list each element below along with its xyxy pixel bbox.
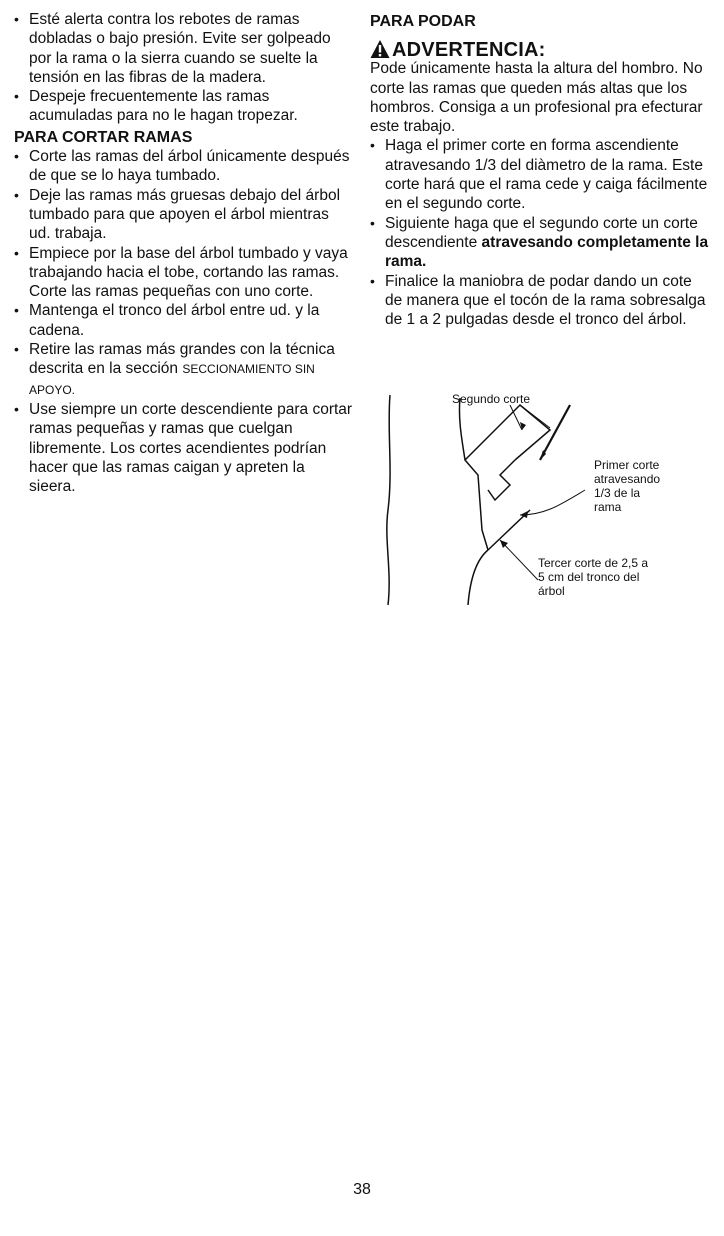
bullet-text: Corte las ramas del árbol únicamente después de que se lo haya tumbado. bbox=[29, 148, 350, 185]
bullet-text: Finalice la maniobra de podar dando un cote de manera que el tocón de la rama sobresalga de 1 a 2 pulgadas desde el tronco del árbol. bbox=[385, 272, 706, 329]
list-item: • Siguiente haga que el segundo corte un corte descendiente atravesando completamente la rama. bbox=[370, 214, 709, 271]
list-item: • Use siempre un corte descendiente para cortar ramas pequeñas y ramas que cuelgan libremente. Los cortes acendientes podrían hacer que las ramas caigan y apreten la sieera. bbox=[14, 400, 353, 496]
bullet-text: del diàmetro de la rama. Este corte hará que el rama cede y caiga fácilmente en el segundo corte. bbox=[385, 156, 708, 213]
bullet-text: Esté alerta contra los rebotes de ramas dobladas o bajo presión. Evite ser golpeado por la rama o la sierra cuando se suelte la tensión en las fibras de la madera. bbox=[29, 11, 331, 86]
warning-triangle-icon bbox=[370, 39, 390, 59]
list-item: • Corte las ramas del árbol únicamente después de que se lo haya tumbado. bbox=[14, 147, 354, 186]
label-first-cut bbox=[594, 458, 660, 514]
section-heading-cortar-ramas: PARA CORTAR RAMAS bbox=[14, 128, 193, 146]
bullet-text: Mantenga el tronco del árbol entre ud. y la cadena. bbox=[29, 302, 320, 339]
warning-body: Pode únicamente hasta la altura del hombro. No corte las ramas que queden más altas que los hombros. Consiga a un profesional pra efecturar este trabajo. bbox=[370, 60, 703, 136]
list-item: • Despeje frecuentemente las ramas acumuladas para no le hagan tropezar. bbox=[14, 87, 354, 126]
section-heading-podar: PARA PODAR bbox=[370, 13, 476, 30]
bullet-text: Retire las ramas más grandes con la técnica descrita en la sección bbox=[29, 341, 335, 378]
bullet-text: Despeje frecuentemente las ramas acumuladas para no le hagan tropezar. bbox=[29, 88, 298, 125]
label-line: 1/3 de la bbox=[594, 486, 641, 500]
list-item: • Empiece por la base del árbol tumbado y vaya trabajando hacia el tobe, cortando las ramas. Corte las ramas pequeñas con uno corte. bbox=[14, 244, 354, 302]
list-item: • Haga el primer corte en forma ascendiente atravesando 1/3 del diàmetro de la rama. Este corte hará que el rama cede y caiga fácilmente en el segundo corte. bbox=[370, 137, 708, 213]
label-line: árbol bbox=[538, 584, 565, 598]
label-third-cut bbox=[538, 556, 648, 598]
left-column bbox=[14, 10, 354, 496]
list-item: • Retire las ramas más grandes con la técnica descrita en la sección SECCIONAMIENTO SIN APOYO. bbox=[14, 341, 335, 397]
list-item: • Mantenga el tronco del árbol entre ud. y la cadena. bbox=[14, 301, 354, 340]
bullet-text: Haga el primer corte en forma ascendiente atravesando bbox=[385, 137, 679, 174]
warning-header bbox=[370, 39, 710, 62]
bullet-text: Deje las ramas más gruesas debajo del árbol tumbado para que apoyen el árbol mientras ud. trabaja. bbox=[29, 186, 341, 243]
fraction: 1/3 bbox=[474, 156, 497, 174]
label-second-cut: Segundo corte bbox=[452, 392, 531, 406]
section-reference: SECCIONAMIENTO SIN APOYO. bbox=[29, 362, 315, 397]
list-item: • Deje las ramas más gruesas debajo del árbol tumbado para que apoyen el árbol mientras ud. trabaja. bbox=[14, 186, 354, 244]
list-item: • Esté alerta contra los rebotes de ramas dobladas o bajo presión. Evite ser golpeado por la rama o la sierra cuando se suelte la tensión en las fibras de la madera. bbox=[14, 10, 354, 87]
label-line: atravesando bbox=[594, 472, 661, 486]
label-line: rama bbox=[594, 500, 622, 514]
pruning-diagram bbox=[380, 390, 700, 610]
list-item: • Finalice la maniobra de podar dando un cote de manera que el tocón de la rama sobresalga de 1 a 2 pulgadas desde el tronco del árbol. bbox=[370, 272, 710, 330]
right-column bbox=[370, 10, 710, 329]
bold-emphasis: atravesando completamente la rama. bbox=[385, 233, 709, 271]
page-number: 38 bbox=[353, 1181, 371, 1198]
bullet-text: Empiece por la base del árbol tumbado y vaya trabajando hacia el tobe, cortando las ramas. Corte las ramas pequeñas con uno corte. bbox=[29, 244, 348, 301]
warning-title: ADVERTENCIA: bbox=[392, 39, 546, 62]
label-line: Tercer corte de 2,5 a bbox=[538, 556, 649, 570]
bullet-text: Siguiente haga que el segundo corte un corte descendiente bbox=[385, 214, 698, 251]
bullet-text: Use siempre un corte descendiente para cortar ramas pequeñas y ramas que cuelgan libremente. Los cortes acendientes podrían hacer que las ramas caigan y apreten la sieera. bbox=[29, 400, 353, 496]
label-line: Primer corte bbox=[594, 458, 660, 472]
label-line: 5 cm del tronco del bbox=[538, 570, 640, 584]
